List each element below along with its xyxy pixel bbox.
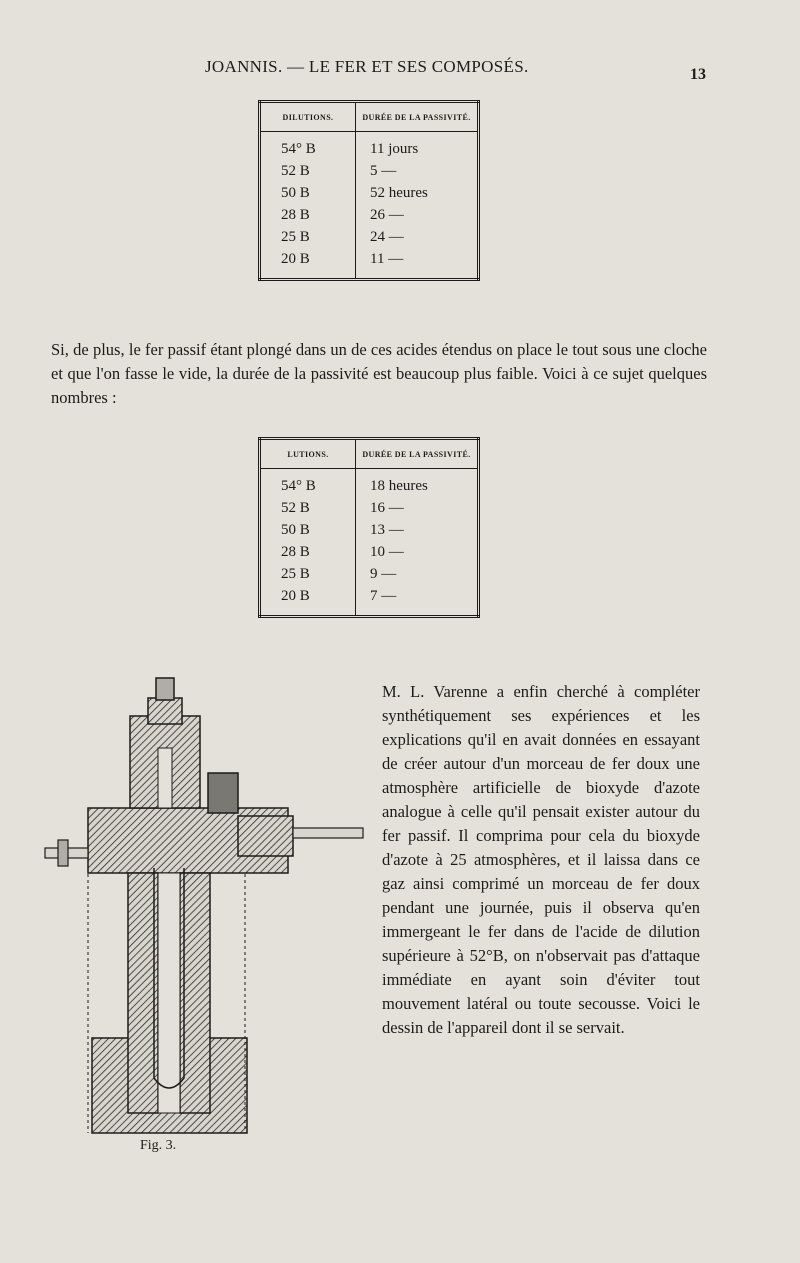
table2-dilution: 28 B (260, 541, 356, 563)
page-number: 13 (690, 66, 706, 83)
running-head: JOANNIS. — LE FER ET SES COMPOSÉS. (205, 57, 529, 76)
table2-header-duree: DURÉE DE LA PASSIVITÉ. (356, 439, 479, 469)
table1-dilution: 54° B (260, 132, 356, 161)
table1-dilution: 52 B (260, 160, 356, 182)
table1-duration: 11 — (370, 250, 404, 267)
table-row (260, 160, 479, 182)
table1-duration: 26 — (370, 206, 404, 223)
table-row (260, 541, 479, 563)
table-row (260, 519, 479, 541)
table2-dilution: 25 B (260, 563, 356, 585)
table2-duration: 10 — (370, 543, 404, 560)
table1-dilution: 25 B (260, 226, 356, 248)
figure-caption: Fig. 3. (140, 1138, 177, 1153)
paragraph-vacuum: Si, de plus, le fer passif étant plongé dans un de ces acides étendus on place le tout sous une cloche et que l'on fasse le vide, la durée de la passivité est beaucoup plus faible. Voici à ce sujet quelques nombres : (51, 340, 707, 407)
paragraph-varenne: M. L. Varenne a enfin cherché à compléter synthétiquement ses expériences et les explications qu'il en avait données en essayant de créer autour d'un morceau de fer doux une atmosphère artificielle de bioxyde d'azote analogue à celle qu'il pensait exister autour du fer passif. Il comprima pour cela du bioxyde d'azote à 25 atmosphères, et il laissa dans ce gaz ainsi comprimé un morceau de fer doux pendant une journée, puis il observa qu'en immergeant le fer dans de l'acide de dilution supérieure à 52°B, on n'observait pas d'attaque immédiate en ayant soin d'éviter tout mouvement latéral ou toute secousse. Voici le dessin de l'appareil dont il se servait. (382, 682, 700, 1037)
table1-header-dilutions: DILUTIONS. (260, 102, 356, 132)
table-row (260, 226, 479, 248)
table2-dilution: 54° B (260, 469, 356, 498)
table2-dilution: 50 B (260, 519, 356, 541)
table-row (260, 497, 479, 519)
dilution-table-1 (258, 100, 480, 281)
table2-dilution: 20 B (260, 585, 356, 617)
table-row (260, 563, 479, 585)
apparatus-screw (45, 840, 88, 866)
table2-duration: 16 — (370, 499, 404, 516)
table-row (260, 132, 479, 161)
apparatus-figure (40, 668, 370, 1138)
dilution-table-2 (258, 437, 480, 618)
table2-duration: 7 — (370, 587, 397, 604)
table2-dilution: 52 B (260, 497, 356, 519)
table-row (260, 182, 479, 204)
table1-dilution: 28 B (260, 204, 356, 226)
table-row (260, 204, 479, 226)
table-row (260, 248, 479, 280)
table1-duration: 24 — (370, 228, 404, 245)
table2-duration: 9 — (370, 565, 397, 582)
table1-duration: 11 jours (370, 140, 419, 157)
table1-dilution: 50 B (260, 182, 356, 204)
table1-duration: 5 — (370, 162, 397, 179)
table2-header-dilutions: LUTIONS. (260, 439, 356, 469)
table-row (260, 585, 479, 617)
table2-duration: 13 — (370, 521, 404, 538)
table1-duration: 52 heures (370, 184, 428, 201)
apparatus-cap (130, 678, 200, 808)
table2-duration: 18 heures (370, 477, 428, 494)
table-row (260, 469, 479, 498)
table1-dilution: 20 B (260, 248, 356, 280)
table1-header-duree: DURÉE DE LA PASSIVITÉ. (356, 102, 479, 132)
